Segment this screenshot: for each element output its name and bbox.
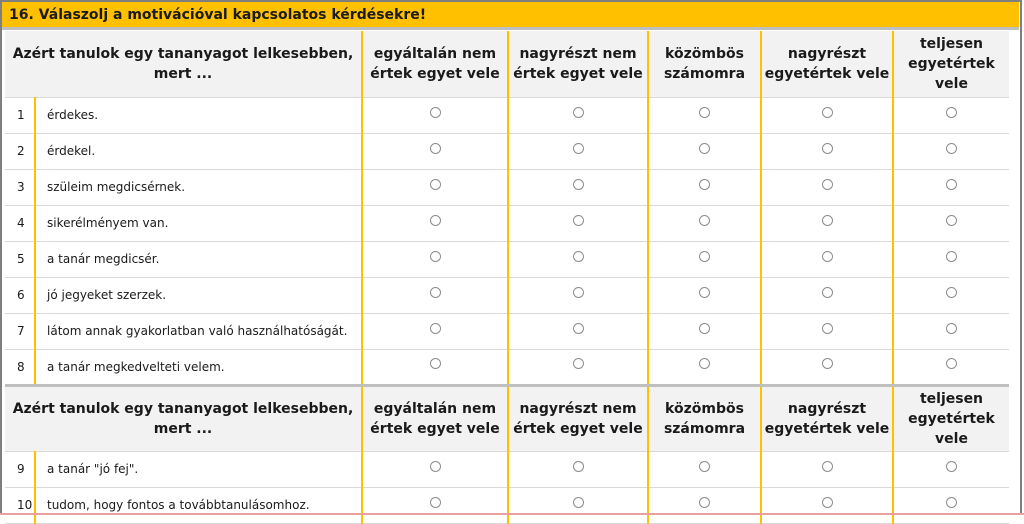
radio-button[interactable]: [573, 287, 584, 298]
radio-button[interactable]: [822, 323, 833, 334]
option-cell: [362, 277, 508, 313]
statement-label: szüleim megdicsérnek.: [35, 169, 362, 205]
option-cell: [893, 169, 1009, 205]
option-cell: [508, 97, 648, 133]
statement-label: érdekes.: [35, 97, 362, 133]
statement-row: [5, 169, 1009, 205]
radio-button[interactable]: [573, 179, 584, 190]
statement-label: a tanár "jó fej".: [35, 451, 362, 487]
statement-row: [5, 241, 1009, 277]
option-header: egyáltalán nem értek egyet vele: [362, 31, 508, 97]
option-header: nagyrészt nem értek egyet vele: [508, 31, 648, 97]
statement-row: [5, 451, 1009, 487]
statement-label: érdekel.: [35, 133, 362, 169]
option-cell: [893, 97, 1009, 133]
option-cell: [761, 241, 893, 277]
statement-label: tudom, hogy fontos a továbbtanulásomhoz.: [35, 487, 362, 523]
question-title-bar: [2, 2, 1019, 30]
radio-button[interactable]: [430, 461, 441, 472]
option-cell: [362, 133, 508, 169]
radio-button[interactable]: [430, 107, 441, 118]
radio-button[interactable]: [573, 358, 584, 369]
radio-button[interactable]: [946, 323, 957, 334]
radio-button[interactable]: [430, 323, 441, 334]
option-cell: [648, 313, 761, 349]
radio-button[interactable]: [699, 107, 710, 118]
option-header: teljesen egyetértek vele: [893, 31, 1009, 97]
option-cell: [508, 349, 648, 385]
statement-row: [5, 133, 1009, 169]
option-cell: [508, 241, 648, 277]
radio-button[interactable]: [946, 287, 957, 298]
radio-button[interactable]: [699, 143, 710, 154]
radio-button[interactable]: [430, 287, 441, 298]
radio-button[interactable]: [946, 143, 957, 154]
radio-button[interactable]: [946, 497, 957, 508]
radio-button[interactable]: [946, 251, 957, 262]
radio-button[interactable]: [430, 251, 441, 262]
radio-button[interactable]: [946, 358, 957, 369]
radio-button[interactable]: [573, 251, 584, 262]
statement-row: [5, 97, 1009, 133]
option-cell: [508, 277, 648, 313]
option-header: teljesen egyetértek vele: [893, 385, 1009, 451]
option-cell: [362, 451, 508, 487]
radio-button[interactable]: [822, 497, 833, 508]
option-cell: [362, 205, 508, 241]
radio-button[interactable]: [573, 497, 584, 508]
option-cell: [648, 169, 761, 205]
row-number: 8: [5, 349, 35, 385]
row-number: 1: [5, 97, 35, 133]
radio-button[interactable]: [573, 461, 584, 472]
radio-button[interactable]: [430, 497, 441, 508]
option-header: nagyrészt egyetértek vele: [761, 31, 893, 97]
radio-button[interactable]: [573, 323, 584, 334]
option-cell: [648, 241, 761, 277]
option-cell: [508, 205, 648, 241]
row-number: 5: [5, 241, 35, 277]
statement-row: [5, 487, 1009, 523]
option-cell: [893, 349, 1009, 385]
option-cell: [761, 487, 893, 523]
option-cell: [508, 487, 648, 523]
option-cell: [893, 487, 1009, 523]
option-cell: [362, 349, 508, 385]
option-cell: [893, 241, 1009, 277]
option-header: nagyrészt egyetértek vele: [761, 385, 893, 451]
option-cell: [893, 133, 1009, 169]
option-cell: [893, 205, 1009, 241]
statement-row: [5, 205, 1009, 241]
option-cell: [508, 133, 648, 169]
statement-row: [5, 349, 1009, 385]
radio-button[interactable]: [822, 287, 833, 298]
radio-button[interactable]: [699, 358, 710, 369]
statement-row: [5, 277, 1009, 313]
likert-grid: [5, 31, 1009, 524]
option-cell: [508, 169, 648, 205]
radio-button[interactable]: [699, 497, 710, 508]
option-cell: [761, 133, 893, 169]
radio-button[interactable]: [822, 107, 833, 118]
option-cell: [761, 169, 893, 205]
option-cell: [362, 97, 508, 133]
option-cell: [893, 313, 1009, 349]
radio-button[interactable]: [822, 179, 833, 190]
radio-button[interactable]: [822, 461, 833, 472]
radio-button[interactable]: [699, 461, 710, 472]
radio-button[interactable]: [822, 251, 833, 262]
radio-button[interactable]: [430, 143, 441, 154]
option-header: közömbös számomra: [648, 31, 761, 97]
radio-button[interactable]: [946, 179, 957, 190]
radio-button[interactable]: [822, 143, 833, 154]
option-cell: [508, 313, 648, 349]
radio-button[interactable]: [822, 215, 833, 226]
radio-button[interactable]: [946, 461, 957, 472]
radio-button[interactable]: [430, 215, 441, 226]
row-number: 9: [5, 451, 35, 487]
statement-label: a tanár megkedvelteti velem.: [35, 349, 362, 385]
option-cell: [508, 451, 648, 487]
statement-label: jó jegyeket szerzek.: [35, 277, 362, 313]
radio-button[interactable]: [573, 107, 584, 118]
row-number: 7: [5, 313, 35, 349]
row-number: 4: [5, 205, 35, 241]
option-cell: [761, 451, 893, 487]
row-number: 2: [5, 133, 35, 169]
statement-label: sikerélményem van.: [35, 205, 362, 241]
option-cell: [648, 205, 761, 241]
statement-header: Azért tanulok egy tananyagot lelkesebben, mert ...: [5, 385, 362, 451]
row-number: 3: [5, 169, 35, 205]
option-cell: [648, 97, 761, 133]
question-title: 16. Válaszolj a motivációval kapcsolatos kérdésekre!: [9, 7, 427, 23]
radio-button[interactable]: [699, 215, 710, 226]
radio-button[interactable]: [946, 215, 957, 226]
statement-label: látom annak gyakorlatban való használhatóságát.: [35, 313, 362, 349]
statement-row: [5, 313, 1009, 349]
option-cell: [362, 487, 508, 523]
radio-button[interactable]: [573, 143, 584, 154]
radio-button[interactable]: [699, 179, 710, 190]
row-number: 6: [5, 277, 35, 313]
radio-button[interactable]: [430, 358, 441, 369]
option-cell: [893, 451, 1009, 487]
option-cell: [761, 313, 893, 349]
radio-button[interactable]: [699, 323, 710, 334]
option-cell: [648, 349, 761, 385]
matrix-header-row: [5, 385, 1009, 451]
option-cell: [648, 277, 761, 313]
radio-button[interactable]: [699, 251, 710, 262]
radio-button[interactable]: [573, 215, 584, 226]
radio-button[interactable]: [946, 107, 957, 118]
matrix-header-row: [5, 31, 1009, 97]
row-number: 10: [5, 487, 35, 523]
option-cell: [362, 169, 508, 205]
radio-button[interactable]: [699, 287, 710, 298]
option-cell: [761, 97, 893, 133]
option-cell: [761, 205, 893, 241]
option-cell: [362, 241, 508, 277]
option-cell: [362, 313, 508, 349]
option-cell: [648, 451, 761, 487]
radio-button[interactable]: [430, 179, 441, 190]
statement-header: Azért tanulok egy tananyagot lelkesebben, mert ...: [5, 31, 362, 97]
option-cell: [648, 133, 761, 169]
option-cell: [761, 349, 893, 385]
option-header: egyáltalán nem értek egyet vele: [362, 385, 508, 451]
option-header: nagyrészt nem értek egyet vele: [508, 385, 648, 451]
radio-button[interactable]: [822, 358, 833, 369]
statement-label: a tanár megdicsér.: [35, 241, 362, 277]
option-header: közömbös számomra: [648, 385, 761, 451]
option-cell: [893, 277, 1009, 313]
option-cell: [761, 277, 893, 313]
option-cell: [648, 487, 761, 523]
